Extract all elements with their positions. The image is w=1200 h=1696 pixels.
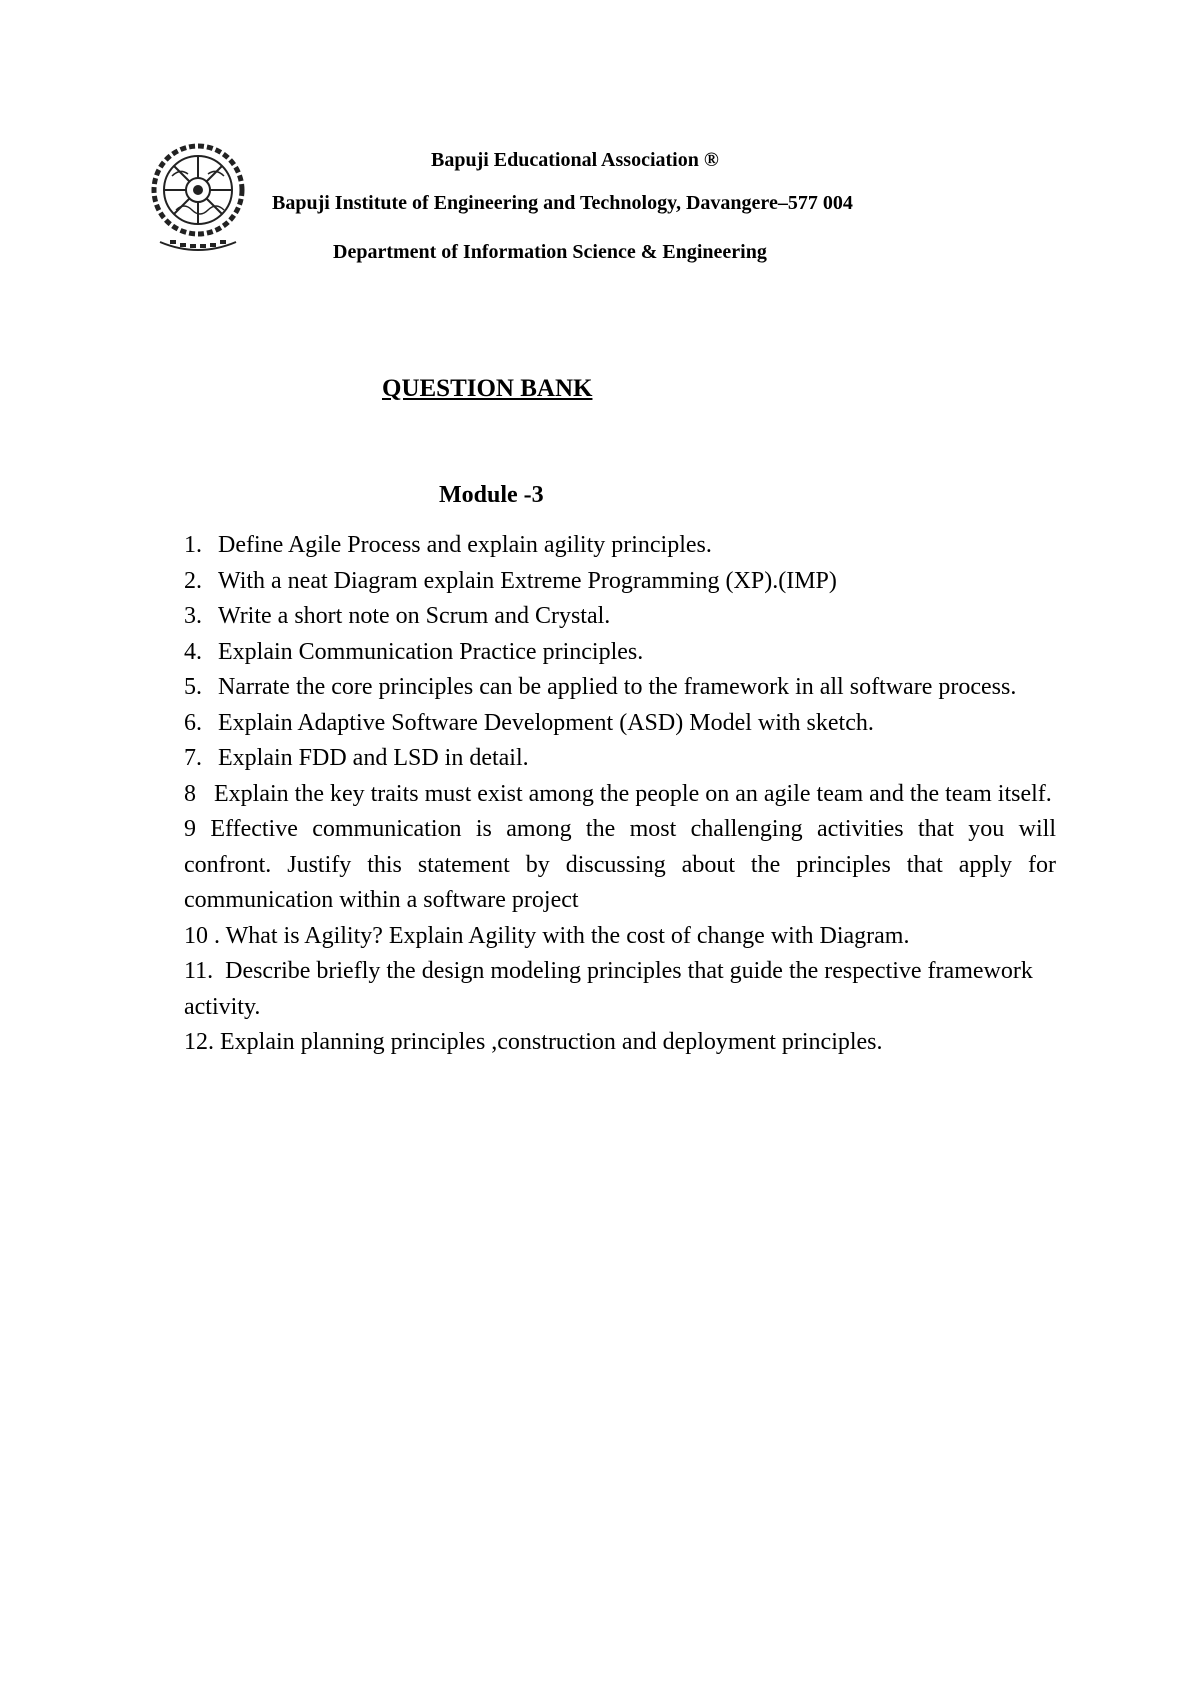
question-item: [184, 777, 1056, 813]
department-name: Department of Information Science & Engineering: [333, 241, 767, 263]
document-title: QUESTION BANK: [382, 375, 593, 402]
question-number: 5.: [184, 674, 202, 700]
question-text: Explain FDD and LSD in detail.: [218, 745, 529, 771]
question-text: Define Agile Process and explain agility principles.: [218, 532, 712, 558]
question-text: Describe briefly the design modeling principles that guide the respective framework activity.: [184, 958, 1033, 1020]
question-number: 9: [184, 816, 196, 842]
question-text: Narrate the core principles can be applied to the framework in all software process.: [218, 674, 1017, 700]
question-number: 3.: [184, 603, 202, 629]
question-item: [184, 635, 1056, 671]
association-name: Bapuji Educational Association ®: [431, 149, 719, 171]
question-number: 6.: [184, 709, 202, 736]
question-number: 7.: [184, 745, 202, 771]
question-text: Write a short note on Scrum and Crystal.: [218, 603, 611, 629]
question-text: Effective communication is among the most challenging activities that you will confront. Justify this statement by discussing about the principles that apply for communication within a software project: [184, 816, 1056, 913]
question-number: 12.: [184, 1029, 214, 1055]
module-heading: Module -3: [439, 482, 544, 508]
question-number: 4.: [184, 638, 202, 665]
question-item: [184, 599, 1056, 635]
question-item: [184, 741, 1056, 777]
question-number: 8: [184, 780, 196, 807]
question-number: 2.: [184, 567, 202, 594]
question-item: [184, 528, 1056, 564]
question-list: [184, 528, 1056, 1061]
question-item: [184, 564, 1056, 600]
question-number: 1.: [184, 532, 202, 558]
question-item: [184, 670, 1056, 706]
question-item: [184, 919, 1056, 955]
question-item: [184, 954, 1056, 1025]
question-item: [184, 812, 1056, 919]
question-number: 11.: [184, 958, 214, 984]
question-text: Explain the key traits must exist among the people on an agile team and the team itself.: [214, 780, 1052, 807]
question-item: [184, 706, 1056, 742]
question-text: What is Agility? Explain Agility with the cost of change with Diagram.: [225, 922, 910, 949]
question-number: 10 .: [184, 922, 220, 949]
question-text: Explain planning principles ,construction and deployment principles.: [220, 1029, 883, 1055]
question-text: Explain Communication Practice principles.: [218, 638, 644, 665]
institute-emblem-logo: [146, 140, 250, 258]
question-text: Explain Adaptive Software Development (ASD) Model with sketch.: [218, 709, 874, 736]
question-text: With a neat Diagram explain Extreme Programming (XP).(IMP): [218, 567, 837, 594]
institute-name: Bapuji Institute of Engineering and Technology, Davangere–577 004: [272, 192, 853, 214]
question-item: [184, 1025, 1056, 1061]
